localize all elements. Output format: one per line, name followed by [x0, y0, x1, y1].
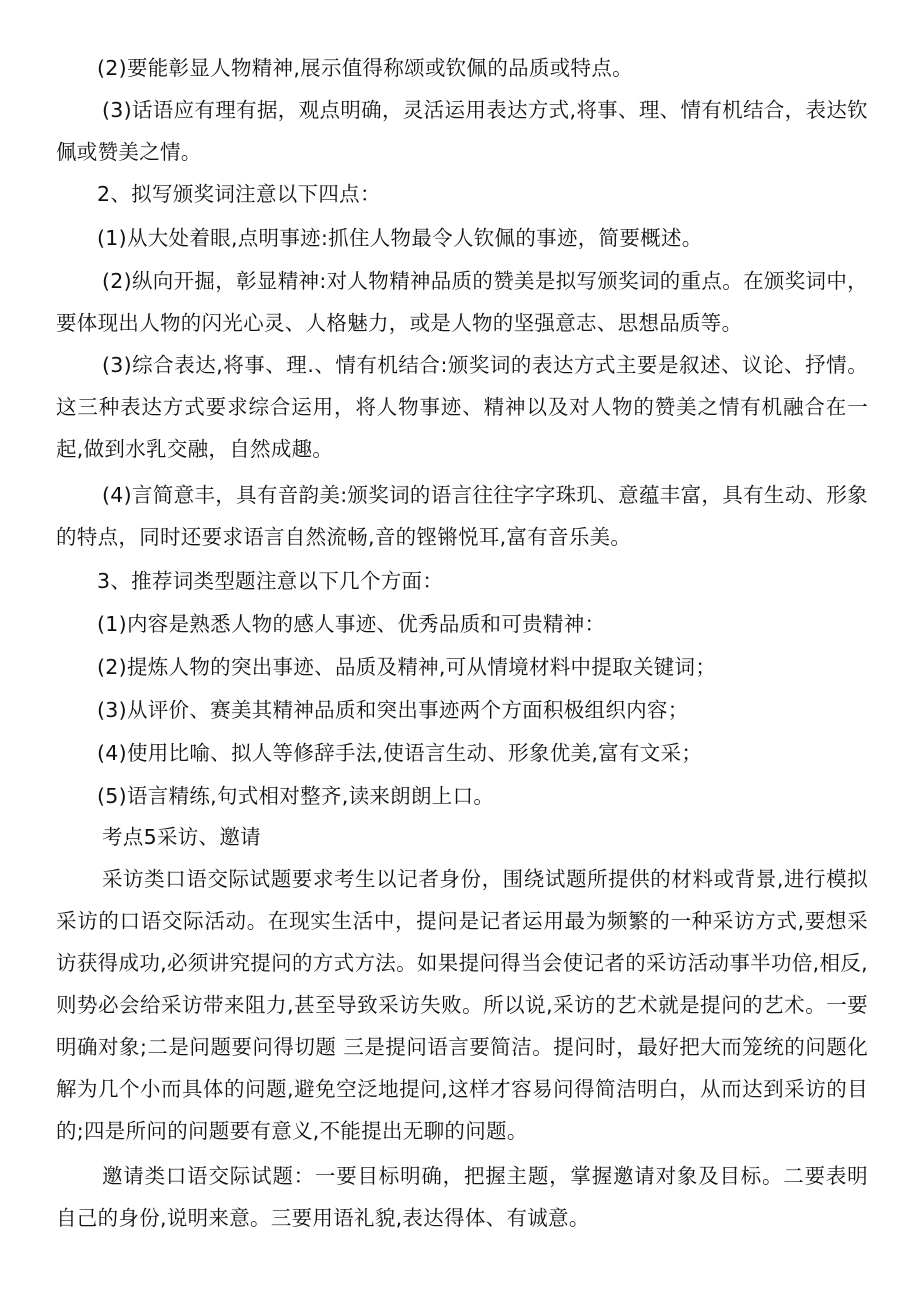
paragraph-recommend-point-5: (5)语言精练,句式相对整齐,读来朗朗上口。	[97, 784, 495, 808]
paragraph-interview: 采访类口语交际试题要求考生以记者身份，围绕试题所提供的材料或背景,进行模拟采访的口语交际活动。在现实生活中，提问是记者运用最为频繁的一种采访方式,要想采访获得成功,必须讲究提问的方式方法。如果提问得当会使记者的采访活动事半功倍,相反,则势必会给采访带来阻力,甚至导致采访失败。所以说,采访的艺术就是提问的艺术。一要明确对象;二是问题要问得切题 三是提问语言要简洁。提问时，最好把大而笼统的问题化解为几个小而具体的问题,避免空泛地提问,这样才容易问得简洁明白，从而达到采访的目的;四是所问的问题要有意义,不能提出无聊的问题。	[56, 867, 868, 1143]
paragraph-award-point-2: (2)纵向开掘，彰显精神:对人物精神品质的赞美是拟写颁奖词的重点。在颁奖词中，要体现出人物的闪光心灵、人格魅力，或是人物的坚强意志、思想品质等。	[56, 269, 868, 335]
paragraph-recommend-point-2: (2)提炼人物的突出事迹、品质及精神,可从情境材料中提取关键词；	[97, 655, 717, 679]
paragraph-invitation: 邀请类口语交际试题：一要目标明确，把握主题，掌握邀请对象及目标。二要表明自己的身份,说明来意。三要用语礼貌,表达得体、有诚意。	[56, 1164, 868, 1230]
paragraph-award-point-1: (1)从大处着眼,点明事迹:抓住人物最令人钦佩的事迹，简要概述。	[97, 226, 703, 250]
section-heading-3: 3、推荐词类型题注意以下几个方面：	[97, 569, 444, 593]
section-heading-exam-point-5: 考点5采访、邀请	[102, 825, 261, 849]
section-heading-2: 2、拟写颁奖词注意以下四点：	[97, 182, 381, 206]
paragraph-sub-point-2: (2)要能彰显人物精神,展示值得称颂或钦佩的品质或特点。	[97, 56, 633, 80]
paragraph-recommend-point-3: (3)从评价、赛美其精神品质和突出事迹两个方面积极组织内容；	[97, 698, 689, 722]
paragraph-sub-point-3: (3)话语应有理有据，观点明确，灵活运用表达方式,将事、理、情有机结合，表达钦佩或赞美之情。	[56, 98, 868, 164]
paragraph-award-point-3: (3)综合表达,将事、理.、情有机结合:颁奖词的表达方式主要是叙述、议论、抒情。这三种表达方式要求综合运用，将人物事迹、精神以及对人物的赞美之情有机融合在一起,做到水乳交融，自然成趣。	[56, 353, 868, 461]
paragraph-award-point-4: (4)言简意丰，具有音韵美:颁奖词的语言往往字字珠玑、意蕴丰富，具有生动、形象的特点，同时还要求语言自然流畅,音的铿锵悦耳,富有音乐美。	[56, 483, 868, 549]
paragraph-recommend-point-4: (4)使用比喻、拟人等修辞手法,使语言生动、形象优美,富有文采；	[97, 741, 703, 765]
paragraph-recommend-point-1: (1)内容是熟悉人物的感人事迹、优秀品质和可贵精神：	[97, 612, 606, 636]
